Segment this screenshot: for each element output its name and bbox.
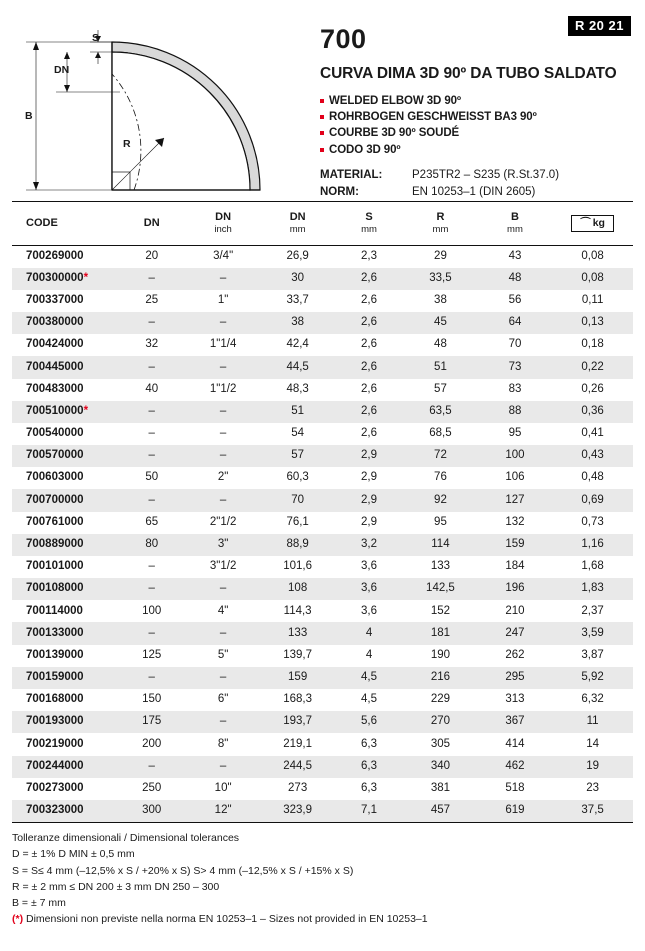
cell-code: 700101000 bbox=[26, 560, 84, 573]
cell-code: 700445000 bbox=[12, 356, 118, 378]
cell-b: 83 bbox=[508, 382, 522, 395]
cell-r: 48 bbox=[434, 338, 447, 351]
cell-kg: 0,43 bbox=[552, 445, 633, 467]
cell-r: 229 bbox=[430, 693, 451, 706]
cell-dn-inch: 12" bbox=[186, 800, 261, 822]
cell-b: 48 bbox=[478, 268, 553, 290]
cell-code: 700380000 bbox=[12, 312, 118, 334]
cell-b: 262 bbox=[505, 648, 525, 661]
cell-code: 700219000 bbox=[26, 737, 84, 750]
cell-r: 33,5 bbox=[403, 268, 478, 290]
cell-kg: 14 bbox=[586, 737, 599, 750]
cell-dn-mm: 108 bbox=[260, 578, 335, 600]
cell-s: 2,9 bbox=[361, 471, 378, 484]
cell-kg: 23 bbox=[586, 781, 599, 794]
cell-dn-mm: 33,7 bbox=[286, 294, 309, 307]
cell-code: 700761000 bbox=[26, 515, 84, 528]
cell-s: 2,9 bbox=[335, 445, 403, 467]
table-row bbox=[12, 467, 633, 489]
translation-fr: COURBE 3D 90º SOUDÉ bbox=[320, 125, 633, 141]
cell-s: 3,2 bbox=[335, 534, 403, 556]
cell-dn-mm: 168,3 bbox=[283, 693, 313, 706]
dim-label-s: S bbox=[92, 32, 100, 44]
cell-kg: 5,92 bbox=[552, 667, 633, 689]
weight-icon: ⌒ kg bbox=[571, 215, 614, 232]
cell-kg: 0,26 bbox=[581, 382, 604, 395]
cell-code: 700540000 bbox=[26, 427, 84, 440]
cell-dn: 200 bbox=[142, 737, 162, 750]
elbow-drawing-svg bbox=[12, 10, 312, 195]
cell-dn-mm: 30 bbox=[260, 268, 335, 290]
cell-dn-inch: – bbox=[186, 711, 261, 733]
cell-kg: 0,69 bbox=[552, 489, 633, 511]
cell-code: 700570000 bbox=[12, 445, 118, 467]
translations-list bbox=[320, 93, 633, 158]
cell-b: 73 bbox=[478, 356, 553, 378]
table-row bbox=[12, 489, 633, 511]
cell-dn-mm: 323,9 bbox=[260, 800, 335, 822]
norm-label: NORM: bbox=[320, 185, 359, 198]
cell-code: 700168000 bbox=[26, 693, 84, 706]
table-row bbox=[12, 645, 633, 667]
cell-r: 142,5 bbox=[403, 578, 478, 600]
table-row bbox=[12, 733, 633, 755]
cell-r: 457 bbox=[403, 800, 478, 822]
cell-dn-mm: 60,3 bbox=[286, 471, 309, 484]
cell-dn-mm: 133 bbox=[260, 622, 335, 644]
cell-code: 700133000 bbox=[12, 622, 118, 644]
cell-kg: 11 bbox=[552, 711, 633, 733]
cell-dn-mm: 88,9 bbox=[260, 534, 335, 556]
col-header-weight bbox=[552, 202, 633, 246]
table-row bbox=[12, 423, 633, 445]
col-header-dn-inch: DN inch bbox=[186, 202, 261, 246]
cell-dn: 20 bbox=[145, 249, 159, 262]
cell-kg: 0,48 bbox=[581, 471, 604, 484]
norm-value: EN 10253–1 (DIN 2605) bbox=[412, 185, 536, 198]
cell-s: 2,9 bbox=[361, 515, 378, 528]
technical-drawing bbox=[12, 10, 312, 195]
cell-dn: 32 bbox=[145, 338, 159, 351]
table-row bbox=[12, 600, 633, 622]
cell-dn-mm: 219,1 bbox=[283, 737, 313, 750]
cell-dn-inch: 2"1/2 bbox=[209, 515, 237, 528]
cell-dn-inch: – bbox=[186, 667, 261, 689]
cell-dn: – bbox=[118, 401, 186, 423]
col-header-code: CODE bbox=[12, 202, 118, 246]
cell-r: 340 bbox=[403, 756, 478, 778]
cell-code: 700193000 bbox=[12, 711, 118, 733]
cell-dn-inch: – bbox=[219, 427, 227, 440]
cell-r: 133 bbox=[430, 560, 451, 573]
cell-b: 295 bbox=[478, 667, 553, 689]
cell-b: 43 bbox=[508, 249, 522, 262]
cell-code: 700159000 bbox=[12, 667, 118, 689]
cell-code: 700889000 bbox=[12, 534, 118, 556]
cell-dn: 50 bbox=[145, 471, 159, 484]
cell-kg: 37,5 bbox=[552, 800, 633, 822]
cell-dn-inch: – bbox=[186, 312, 261, 334]
cell-dn-inch: 3" bbox=[186, 534, 261, 556]
table-row bbox=[12, 556, 633, 578]
cell-s: 6,3 bbox=[335, 756, 403, 778]
cell-s: 6,3 bbox=[361, 737, 378, 750]
cell-dn-inch: – bbox=[186, 489, 261, 511]
cell-code: 700244000 bbox=[12, 756, 118, 778]
reference-code-badge: R 20 21 bbox=[568, 16, 631, 36]
cell-dn: 125 bbox=[142, 648, 162, 661]
norm-row bbox=[320, 184, 633, 201]
cell-dn: 25 bbox=[145, 294, 159, 307]
cell-b: 313 bbox=[505, 693, 525, 706]
cell-b: 210 bbox=[505, 604, 525, 617]
cell-kg: 0,08 bbox=[581, 249, 604, 262]
material-label: MATERIAL: bbox=[320, 169, 383, 182]
cell-r: 51 bbox=[403, 356, 478, 378]
cell-dn-inch: 6" bbox=[217, 693, 229, 706]
cell-code: 700337000 bbox=[26, 294, 84, 307]
col-header-s: S mm bbox=[335, 202, 403, 246]
cell-s: 2,6 bbox=[361, 294, 378, 307]
cell-r: 381 bbox=[430, 781, 451, 794]
cell-r: 305 bbox=[430, 737, 451, 750]
cell-r: 114 bbox=[403, 534, 478, 556]
table-row bbox=[12, 512, 633, 534]
cell-code: 700510000* bbox=[12, 401, 118, 423]
cell-dn-mm: 244,5 bbox=[260, 756, 335, 778]
cell-dn-inch: 1"1/4 bbox=[209, 338, 237, 351]
cell-dn: 65 bbox=[145, 515, 159, 528]
cell-kg: 1,68 bbox=[581, 560, 604, 573]
cell-dn-inch: – bbox=[186, 268, 261, 290]
cell-s: 2,6 bbox=[361, 382, 378, 395]
cell-kg: 1,83 bbox=[552, 578, 633, 600]
cell-dn-mm: 42,4 bbox=[286, 338, 309, 351]
cell-code: 700700000 bbox=[12, 489, 118, 511]
product-title: CURVA DIMA 3D 90º DA TUBO SALDATO bbox=[320, 65, 617, 82]
cell-r: 57 bbox=[434, 382, 447, 395]
cell-kg: 0,22 bbox=[552, 356, 633, 378]
cell-kg: 6,32 bbox=[581, 693, 604, 706]
table-row bbox=[12, 756, 633, 778]
footer-line-4: R = ± 2 mm ≤ DN 200 ± 3 mm DN 250 – 300 bbox=[12, 880, 220, 893]
cell-s: 2,6 bbox=[335, 401, 403, 423]
cell-b: 127 bbox=[478, 489, 553, 511]
cell-dn: 40 bbox=[145, 382, 159, 395]
cell-dn-inch: – bbox=[186, 356, 261, 378]
dim-label-dn: DN bbox=[54, 64, 70, 76]
star-marker: * bbox=[83, 271, 89, 284]
cell-s: 5,6 bbox=[335, 711, 403, 733]
cell-b: 619 bbox=[478, 800, 553, 822]
cell-kg: 0,18 bbox=[581, 338, 604, 351]
cell-dn-mm: 139,7 bbox=[283, 648, 313, 661]
cell-b: 56 bbox=[508, 294, 522, 307]
cell-s: 2,6 bbox=[335, 356, 403, 378]
footer-note bbox=[12, 911, 633, 927]
cell-dn-inch: 3/4" bbox=[213, 249, 234, 262]
cell-dn-mm: 76,1 bbox=[286, 515, 309, 528]
table-row bbox=[12, 534, 633, 556]
cell-s: 2,3 bbox=[361, 249, 378, 262]
cell-kg: 0,13 bbox=[552, 312, 633, 334]
cell-b: 518 bbox=[505, 781, 525, 794]
cell-s: 7,1 bbox=[335, 800, 403, 822]
cell-b: 132 bbox=[505, 515, 525, 528]
table-row bbox=[12, 689, 633, 711]
table-row bbox=[12, 334, 633, 356]
cell-dn-inch: – bbox=[186, 622, 261, 644]
cell-dn-inch: 1"1/2 bbox=[209, 382, 237, 395]
specifications bbox=[320, 167, 633, 200]
cell-r: 190 bbox=[430, 648, 451, 661]
cell-kg: 0,73 bbox=[581, 515, 604, 528]
table-row bbox=[12, 379, 633, 401]
cell-code: 700323000 bbox=[12, 800, 118, 822]
col-header-dn: DN bbox=[118, 202, 186, 246]
cell-r: 95 bbox=[434, 515, 447, 528]
table-body bbox=[12, 245, 633, 822]
cell-code: 700300000* bbox=[12, 268, 118, 290]
table-row bbox=[12, 268, 633, 290]
footer-note-marker: (*) bbox=[12, 913, 24, 926]
cell-code: 700108000 bbox=[12, 578, 118, 600]
table-row bbox=[12, 356, 633, 378]
cell-dn-inch: 2" bbox=[217, 471, 229, 484]
table-row bbox=[12, 445, 633, 467]
cell-code: 700603000 bbox=[26, 471, 84, 484]
cell-dn-mm: 44,5 bbox=[260, 356, 335, 378]
cell-kg: 3,87 bbox=[581, 648, 604, 661]
cell-kg: 0,41 bbox=[581, 427, 604, 440]
cell-code: 700273000 bbox=[26, 781, 84, 794]
cell-dn: – bbox=[118, 622, 186, 644]
cell-dn-mm: 70 bbox=[260, 489, 335, 511]
table-row bbox=[12, 578, 633, 600]
col-header-dn-mm: DN mm bbox=[260, 202, 335, 246]
cell-dn-mm: 51 bbox=[260, 401, 335, 423]
cell-s: 4,5 bbox=[361, 693, 378, 706]
col-header-b: B mm bbox=[478, 202, 553, 246]
cell-b: 247 bbox=[478, 622, 553, 644]
cell-dn-mm: 57 bbox=[260, 445, 335, 467]
cell-s: 2,9 bbox=[335, 489, 403, 511]
footer-note-text: Dimensioni non previste nella norma EN 10253–1 – Sizes not provided in EN 10253–1 bbox=[23, 913, 428, 926]
cell-code: 700424000 bbox=[26, 338, 84, 351]
cell-dn-mm: 48,3 bbox=[286, 382, 309, 395]
table-row bbox=[12, 711, 633, 733]
product-info bbox=[312, 10, 633, 198]
cell-kg: 1,16 bbox=[552, 534, 633, 556]
cell-s: 4 bbox=[335, 622, 403, 644]
cell-s: 2,6 bbox=[361, 338, 378, 351]
cell-dn-inch: – bbox=[186, 401, 261, 423]
table-row bbox=[12, 667, 633, 689]
cell-r: 38 bbox=[434, 294, 447, 307]
cell-r: 216 bbox=[403, 667, 478, 689]
cell-b: 88 bbox=[478, 401, 553, 423]
material-row bbox=[320, 167, 633, 184]
cell-dn-inch: – bbox=[186, 445, 261, 467]
header bbox=[12, 10, 633, 198]
translation-en: WELDED ELBOW 3D 90º bbox=[320, 93, 633, 109]
cell-dn: – bbox=[148, 560, 155, 573]
cell-r: 76 bbox=[434, 471, 447, 484]
cell-s: 2,6 bbox=[361, 427, 378, 440]
star-marker: * bbox=[83, 404, 89, 417]
cell-r: 92 bbox=[403, 489, 478, 511]
table-row bbox=[12, 622, 633, 644]
cell-b: 100 bbox=[478, 445, 553, 467]
cell-b: 159 bbox=[478, 534, 553, 556]
cell-kg: 0,11 bbox=[581, 294, 604, 307]
cell-dn: – bbox=[148, 427, 155, 440]
cell-dn: – bbox=[118, 445, 186, 467]
cell-dn-inch: 4" bbox=[217, 604, 229, 617]
cell-dn: 175 bbox=[118, 711, 186, 733]
cell-b: 462 bbox=[478, 756, 553, 778]
cell-b: 95 bbox=[508, 427, 522, 440]
cell-dn: – bbox=[118, 312, 186, 334]
dimensions-table bbox=[12, 201, 633, 822]
cell-r: 63,5 bbox=[403, 401, 478, 423]
cell-code: 700139000 bbox=[26, 648, 84, 661]
cell-dn-inch: 10" bbox=[214, 781, 232, 794]
dim-label-b: B bbox=[25, 110, 33, 122]
cell-dn-mm: 54 bbox=[291, 427, 305, 440]
cell-dn-inch: – bbox=[186, 578, 261, 600]
cell-b: 196 bbox=[478, 578, 553, 600]
cell-code: 700269000 bbox=[26, 249, 84, 262]
cell-code: 700483000 bbox=[26, 382, 84, 395]
cell-dn-mm: 273 bbox=[288, 781, 308, 794]
cell-kg: 0,08 bbox=[552, 268, 633, 290]
cell-dn: – bbox=[118, 578, 186, 600]
cell-r: 270 bbox=[403, 711, 478, 733]
cell-s: 3,6 bbox=[335, 578, 403, 600]
cell-dn-inch: 5" bbox=[217, 648, 229, 661]
table-row bbox=[12, 800, 633, 822]
footer-line-5: B = ± 7 mm bbox=[12, 897, 66, 910]
cell-dn: – bbox=[118, 356, 186, 378]
cell-kg: 0,36 bbox=[552, 401, 633, 423]
cell-r: 45 bbox=[403, 312, 478, 334]
cell-kg: 2,37 bbox=[581, 604, 604, 617]
cell-dn-mm: 114,3 bbox=[283, 604, 312, 617]
dim-label-r: R bbox=[123, 138, 131, 150]
footer-line-1: Tolleranze dimensionali / Dimensional tolerances bbox=[12, 832, 240, 845]
translation-de: ROHRBOGEN GESCHWEISST BA3 90º bbox=[320, 109, 633, 125]
cell-s: 2,6 bbox=[335, 312, 403, 334]
cell-dn-mm: 101,6 bbox=[283, 560, 313, 573]
table-row bbox=[12, 312, 633, 334]
cell-code: 700114000 bbox=[26, 604, 83, 617]
cell-dn: 300 bbox=[118, 800, 186, 822]
cell-b: 106 bbox=[505, 471, 525, 484]
cell-dn-inch: 1" bbox=[217, 294, 229, 307]
cell-s: 3,6 bbox=[361, 560, 378, 573]
cell-s: 2,6 bbox=[335, 268, 403, 290]
cell-dn-inch: – bbox=[186, 756, 261, 778]
cell-r: 152 bbox=[430, 604, 451, 617]
cell-dn: – bbox=[118, 667, 186, 689]
cell-dn: – bbox=[118, 268, 186, 290]
cell-kg: 3,59 bbox=[552, 622, 633, 644]
cell-kg: 19 bbox=[552, 756, 633, 778]
cell-dn: 250 bbox=[142, 781, 162, 794]
cell-s: 3,6 bbox=[361, 604, 378, 617]
cell-s: 6,3 bbox=[361, 781, 378, 794]
cell-dn: 100 bbox=[142, 604, 162, 617]
table-row bbox=[12, 245, 633, 268]
material-value: P235TR2 – S235 (R.St.37.0) bbox=[412, 169, 560, 182]
product-number: 700 bbox=[320, 24, 367, 54]
cell-b: 414 bbox=[505, 737, 525, 750]
table-row bbox=[12, 778, 633, 800]
cell-dn-mm: 159 bbox=[260, 667, 335, 689]
cell-dn: 150 bbox=[142, 693, 162, 706]
cell-r: 29 bbox=[434, 249, 447, 262]
cell-dn: – bbox=[118, 756, 186, 778]
cell-dn-inch: 3"1/2 bbox=[209, 560, 237, 573]
cell-dn-inch: 8" bbox=[217, 737, 229, 750]
cell-dn-mm: 193,7 bbox=[260, 711, 335, 733]
table-row bbox=[12, 401, 633, 423]
cell-dn-mm: 38 bbox=[260, 312, 335, 334]
cell-dn: 80 bbox=[118, 534, 186, 556]
cell-s: 4 bbox=[365, 648, 373, 661]
cell-s: 4,5 bbox=[335, 667, 403, 689]
footer-notes bbox=[12, 822, 633, 928]
footer-line-3: S = S≤ 4 mm (–12,5% x S / +20% x S) S> 4 mm (–12,5% x S / +15% x S) bbox=[12, 864, 354, 877]
cell-r: 72 bbox=[403, 445, 478, 467]
cell-r: 68,5 bbox=[429, 427, 452, 440]
table-row bbox=[12, 290, 633, 312]
cell-b: 64 bbox=[478, 312, 553, 334]
col-header-r: R mm bbox=[403, 202, 478, 246]
cell-dn-mm: 26,9 bbox=[286, 249, 309, 262]
cell-r: 181 bbox=[403, 622, 478, 644]
cell-b: 367 bbox=[478, 711, 553, 733]
footer-line-2: D = ± 1% D MIN ± 0,5 mm bbox=[12, 848, 135, 861]
cell-b: 70 bbox=[508, 338, 522, 351]
table-header-row bbox=[12, 202, 633, 246]
cell-b: 184 bbox=[505, 560, 525, 573]
cell-dn: – bbox=[118, 489, 186, 511]
translation-es: CODO 3D 90º bbox=[320, 142, 633, 158]
